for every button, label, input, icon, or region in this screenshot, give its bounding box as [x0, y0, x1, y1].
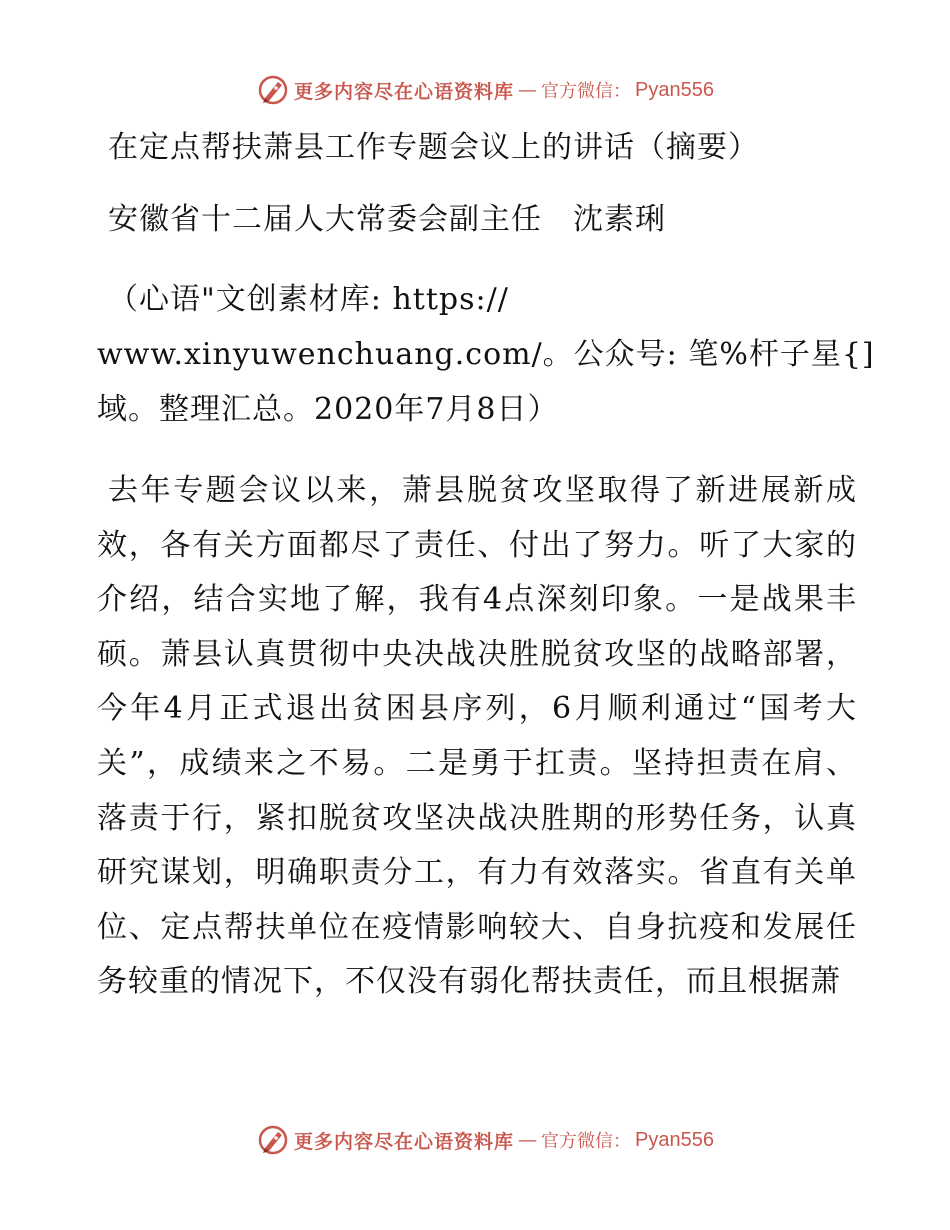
banner-dash: — — [518, 1129, 538, 1151]
pen-logo-icon — [256, 73, 290, 107]
source-note-line-3: 域。整理汇总。2020年7月8日） — [97, 392, 559, 427]
source-note-line-1: （心语"文创素材库: https:// — [108, 282, 509, 317]
header-banner-content — [256, 73, 714, 107]
banner-wechat-handle: Pyan556 — [635, 78, 714, 101]
banner-main-text: 更多内容尽在心语资料库 — [294, 1130, 515, 1153]
banner-wechat-handle: Pyan556 — [635, 1128, 714, 1151]
body-paragraph: 去年专题会议以来，萧县脱贫攻坚取得了新进展新成效，各有关方面都尽了责任、付出了努力。听了大家的介绍，结合实地了解，我有4点深刻印象。一是战果丰硕。萧县认真贯彻中央决战决胜脱贫攻坚的战略部署，今年4月正式退出贫困县序列，6月顺利通过“国考大关”，成绩来之不易。二是勇于扛责。坚持担责在肩、落责于行，紧扣脱贫攻坚决战决胜期的形势任务，认真研究谋划，明确职责分工，有力有效落实。省直有关单位、定点帮扶单位在疫情影响较大、自身抗疫和发展任务较重的情况下，不仅没有弱化帮扶责任，而且根据萧 — [97, 473, 857, 1000]
pen-logo-icon — [256, 1123, 290, 1157]
document-author: 安徽省十二届人大常委会副主任 沈素琍 — [108, 202, 666, 237]
header-banner — [0, 70, 950, 110]
banner-dash: — — [518, 79, 538, 101]
banner-wechat-label: 官方微信： — [541, 1131, 632, 1152]
footer-banner — [0, 1120, 950, 1160]
banner-wechat-label: 官方微信： — [541, 81, 632, 102]
footer-banner-content — [256, 1123, 714, 1157]
source-note-line-2: www.xinyuwenchuang.com/。公众号: 笔%杆子星{] — [97, 337, 875, 372]
document-title: 在定点帮扶萧县工作专题会议上的讲话（摘要） — [108, 130, 759, 165]
banner-main-text: 更多内容尽在心语资料库 — [294, 80, 515, 103]
